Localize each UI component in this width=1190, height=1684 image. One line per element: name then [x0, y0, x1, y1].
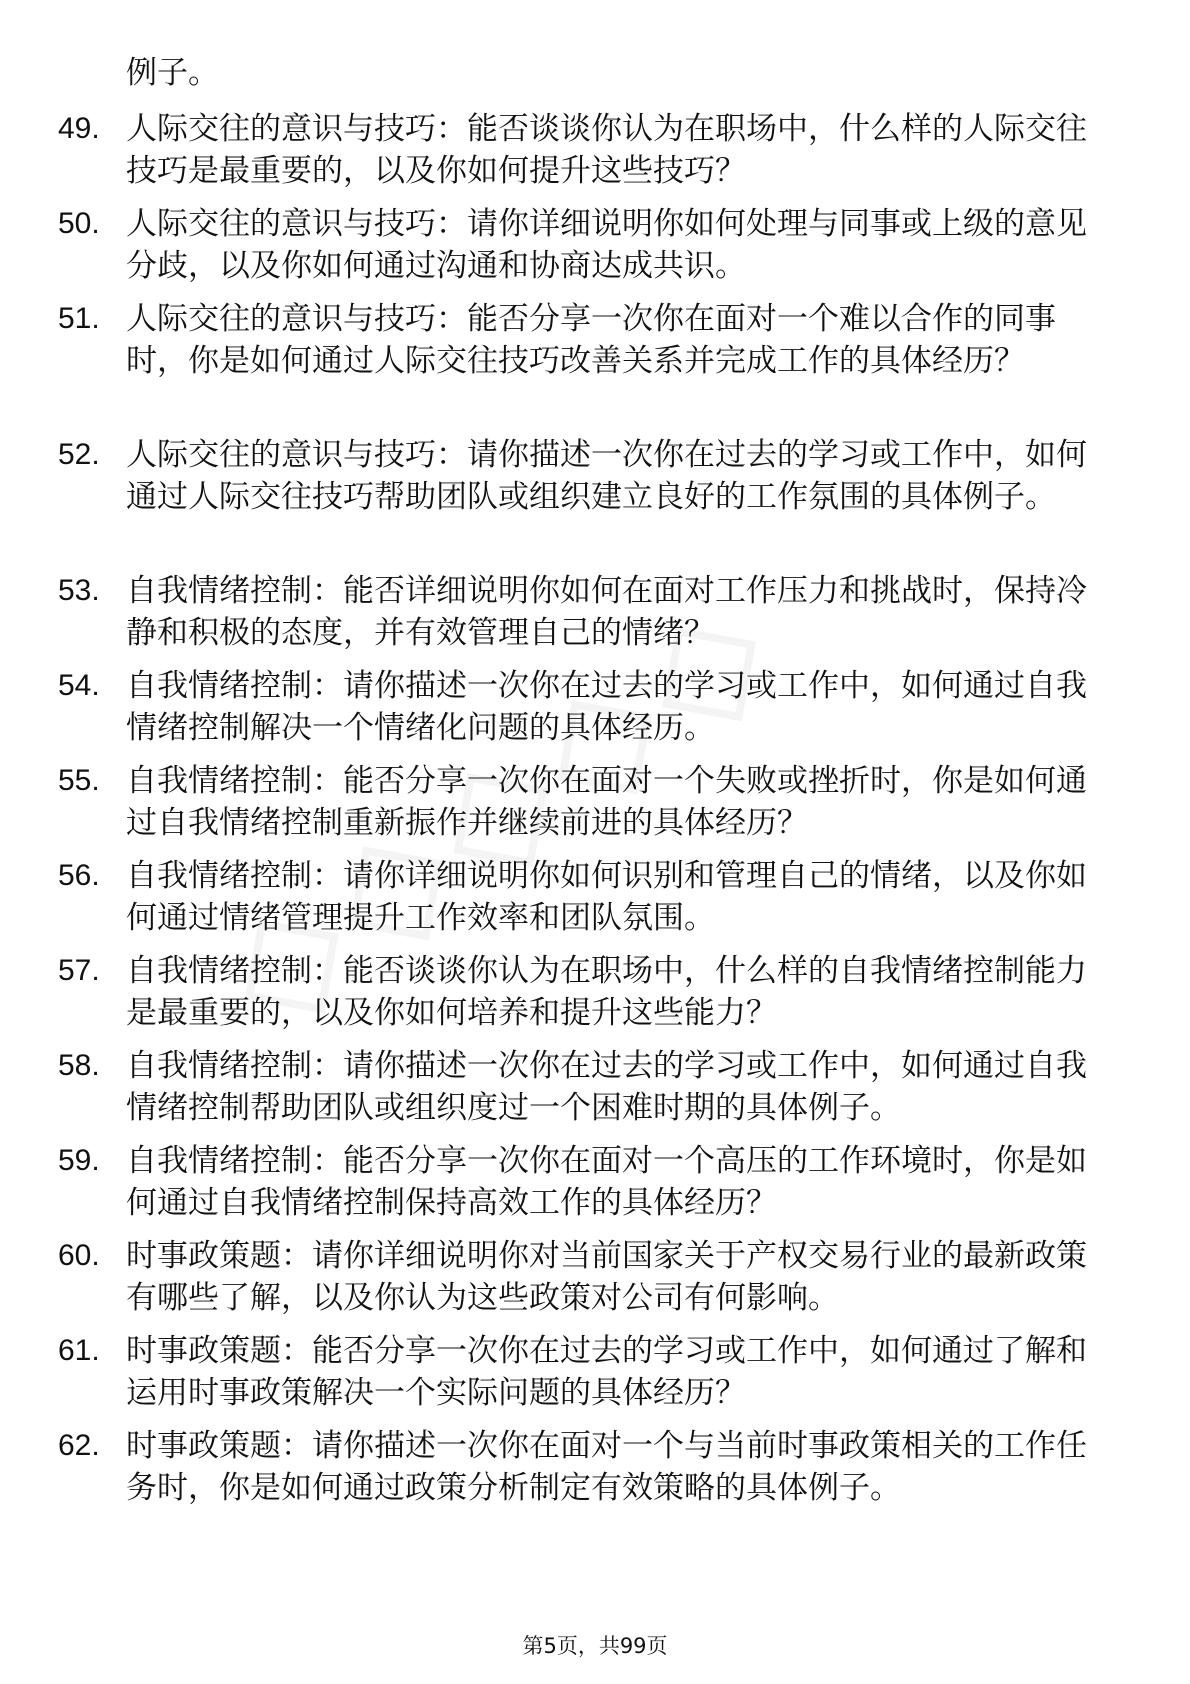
item-text: 自我情绪控制：请你详细说明你如何识别和管理自己的情绪，以及你如何通过情绪管理提升工作效率和团队氛围。: [126, 858, 1087, 936]
list-item: [58, 570, 1118, 654]
item-number: 52.: [58, 438, 100, 471]
item-number: 51.: [58, 302, 100, 335]
list-item: [58, 298, 1118, 382]
item-text: 自我情绪控制：能否分享一次你在面对一个失败或挫折时，你是如何通过自我情绪控制重新振作并继续前进的具体经历？: [126, 763, 1087, 841]
item-text: 时事政策题：请你详细说明你对当前国家关于产权交易行业的最新政策有哪些了解，以及你认为这些政策对公司有何影响。: [126, 1238, 1087, 1316]
list-item: [58, 203, 1118, 287]
item-number: 50.: [58, 207, 100, 240]
item-text: 自我情绪控制：请你描述一次你在过去的学习或工作中，如何通过自我情绪控制解决一个情绪化问题的具体经历。: [126, 668, 1087, 746]
item-number: 60.: [58, 1239, 100, 1272]
item-number: 58.: [58, 1049, 100, 1082]
item-text: 自我情绪控制：能否分享一次你在面对一个高压的工作环境时，你是如何通过自我情绪控制保持高效工作的具体经历？: [126, 1143, 1087, 1221]
item-number: 62.: [58, 1429, 100, 1462]
item-number: 54.: [58, 669, 100, 702]
continuation-text: 例子。: [126, 55, 219, 91]
list-item: [58, 1140, 1118, 1224]
item-text: 时事政策题：请你描述一次你在面对一个与当前时事政策相关的工作任务时，你是如何通过政策分析制定有效策略的具体例子。: [126, 1428, 1087, 1506]
item-number: 56.: [58, 859, 100, 892]
page-footer: 第5页，共99页: [522, 1634, 668, 1658]
item-number: 55.: [58, 764, 100, 797]
item-text: 人际交往的意识与技巧：请你描述一次你在过去的学习或工作中，如何通过人际交往技巧帮助团队或组织建立良好的工作氛围的具体例子。: [126, 437, 1087, 515]
item-number: 59.: [58, 1144, 100, 1177]
list-item: [58, 950, 1118, 1034]
item-number: 61.: [58, 1334, 100, 1367]
item-number: 49.: [58, 112, 100, 145]
list-item: [58, 108, 1118, 192]
item-text: 自我情绪控制：请你描述一次你在过去的学习或工作中，如何通过自我情绪控制帮助团队或组织度过一个困难时期的具体例子。: [126, 1048, 1087, 1126]
list-item: [58, 1045, 1118, 1129]
item-text: 人际交往的意识与技巧：能否谈谈你认为在职场中，什么样的人际交往技巧是最重要的，以及你如何提升这些技巧？: [126, 111, 1087, 189]
item-number: 53.: [58, 574, 100, 607]
list-item: [58, 665, 1118, 749]
list-item: [58, 760, 1118, 844]
item-text: 人际交往的意识与技巧：能否分享一次你在面对一个难以合作的同事时，你是如何通过人际交往技巧改善关系并完成工作的具体经历？: [126, 301, 1056, 379]
item-text: 时事政策题：能否分享一次你在过去的学习或工作中，如何通过了解和运用时事政策解决一个实际问题的具体经历？: [126, 1333, 1087, 1411]
list-item: [58, 434, 1118, 518]
list-item: [58, 1235, 1118, 1319]
item-text: 自我情绪控制：能否谈谈你认为在职场中，什么样的自我情绪控制能力是最重要的，以及你如何培养和提升这些能力？: [126, 953, 1087, 1031]
item-text: 自我情绪控制：能否详细说明你如何在面对工作压力和挑战时，保持冷静和积极的态度，并有效管理自己的情绪？: [126, 573, 1087, 651]
list-item: [58, 1425, 1118, 1509]
item-number: 57.: [58, 954, 100, 987]
item-text: 人际交往的意识与技巧：请你详细说明你如何处理与同事或上级的意见分歧，以及你如何通过沟通和协商达成共识。: [126, 206, 1087, 284]
list-item: [58, 1330, 1118, 1414]
list-item: [58, 855, 1118, 939]
